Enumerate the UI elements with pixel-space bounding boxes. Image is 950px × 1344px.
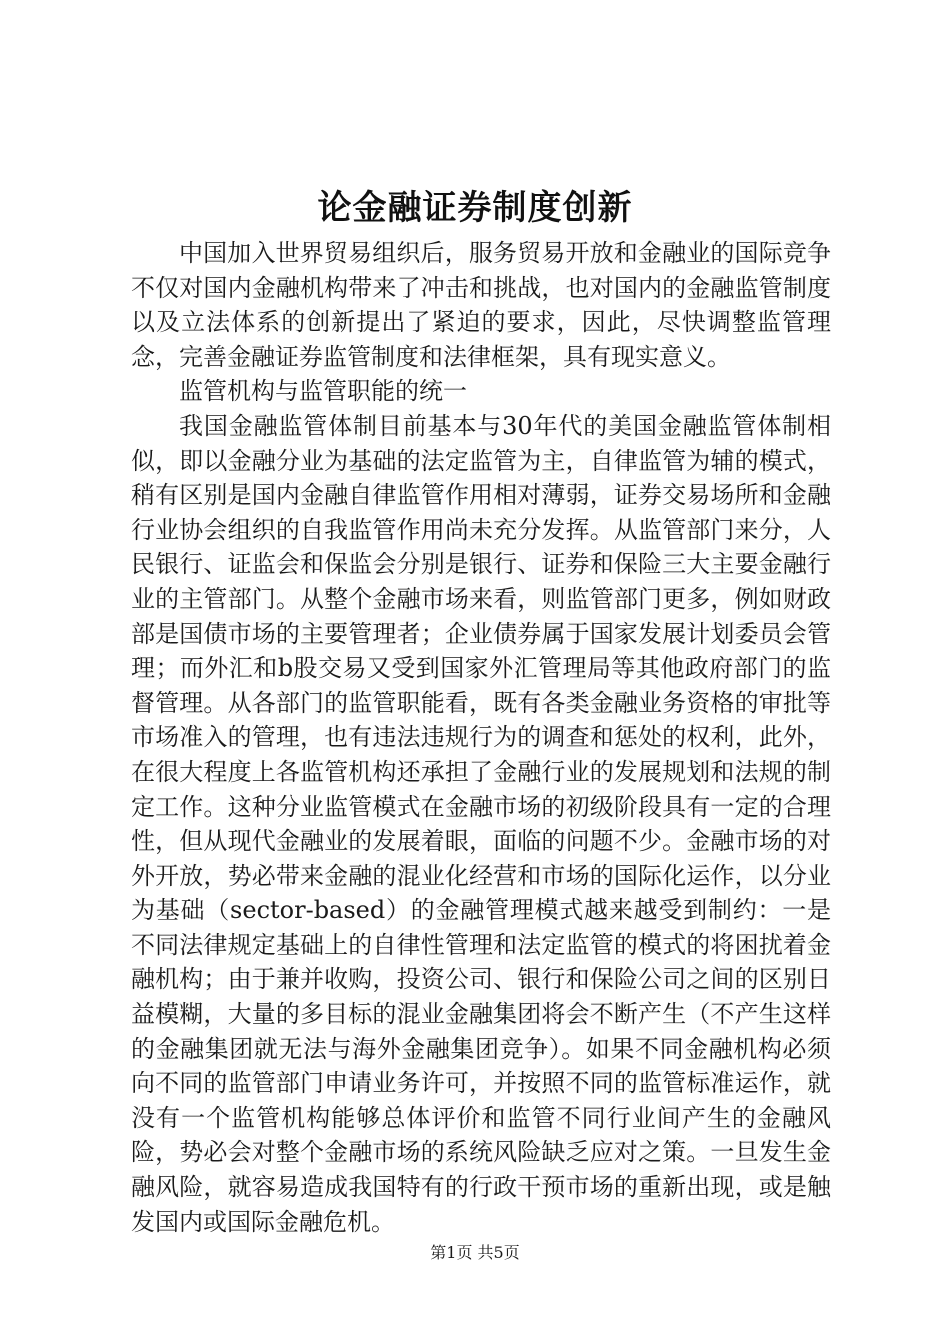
- document-body: [131, 236, 831, 1239]
- page-number: 第1页 共5页: [430, 1243, 520, 1262]
- paragraph-main: 我国金融监管体制目前基本与30年代的美国金融监管体制相似，即以金融分业为基础的法定监管为主，自律监管为辅的模式，稍有区别是国内金融自律监管作用相对薄弱，证券交易场所和金融行业协会组织的自我监管作用尚未充分发挥。从监管部门来分，人民银行、证监会和保监会分别是银行、证券和保险三大主要金融行业的主管部门。从整个金融市场来看，则监管部门更多，例如财政部是国债市场的主要管理者；企业债券属于国家发展计划委员会管理；而外汇和b股交易又受到国家外汇管理局等其他政府部门的监督管理。从各部门的监管职能看，既有各类金融业务资格的审批等市场准入的管理，也有违法违规行为的调查和惩处的权利，此外，在很大程度上各监管机构还承担了金融行业的发展规划和法规的制定工作。这种分业监管模式在金融市场的初级阶段具有一定的合理性，但从现代金融业的发展着眼，面临的问题不少。金融市场的对外开放，势必带来金融的混业化经营和市场的国际化运作，以分业为基础（sector-based）的金融管理模式越来越受到制约：一是不同法律规定基础上的自律性管理和法定监管的模式的将困扰着金融机构；由于兼并收购，投资公司、银行和保险公司之间的区别日益模糊，大量的多目标的混业金融集团将会不断产生（不产生这样的金融集团就无法与海外金融集团竞争）。如果不同金融机构必须向不同的监管部门申请业务许可，并按照不同的监管标准运作，就没有一个监管机构能够总体评价和监管不同行业间产生的金融风险，势必会对整个金融市场的系统风险缺乏应对之策。一旦发生金融风险，就容易造成我国特有的行政干预市场的重新出现，或是触发国内或国际金融危机。: [131, 411, 831, 1236]
- document-title: 论金融证券制度创新: [317, 188, 633, 228]
- paragraph-intro: 中国加入世界贸易组织后，服务贸易开放和金融业的国际竞争不仅对国内金融机构带来了冲击和挑战，也对国内的金融监管制度以及立法体系的创新提出了紧迫的要求，因此，尽快调整监管理念，完善金融证券监管制度和法律框架，具有现实意义。: [131, 239, 831, 371]
- section-heading: 监管机构与监管职能的统一: [179, 377, 467, 406]
